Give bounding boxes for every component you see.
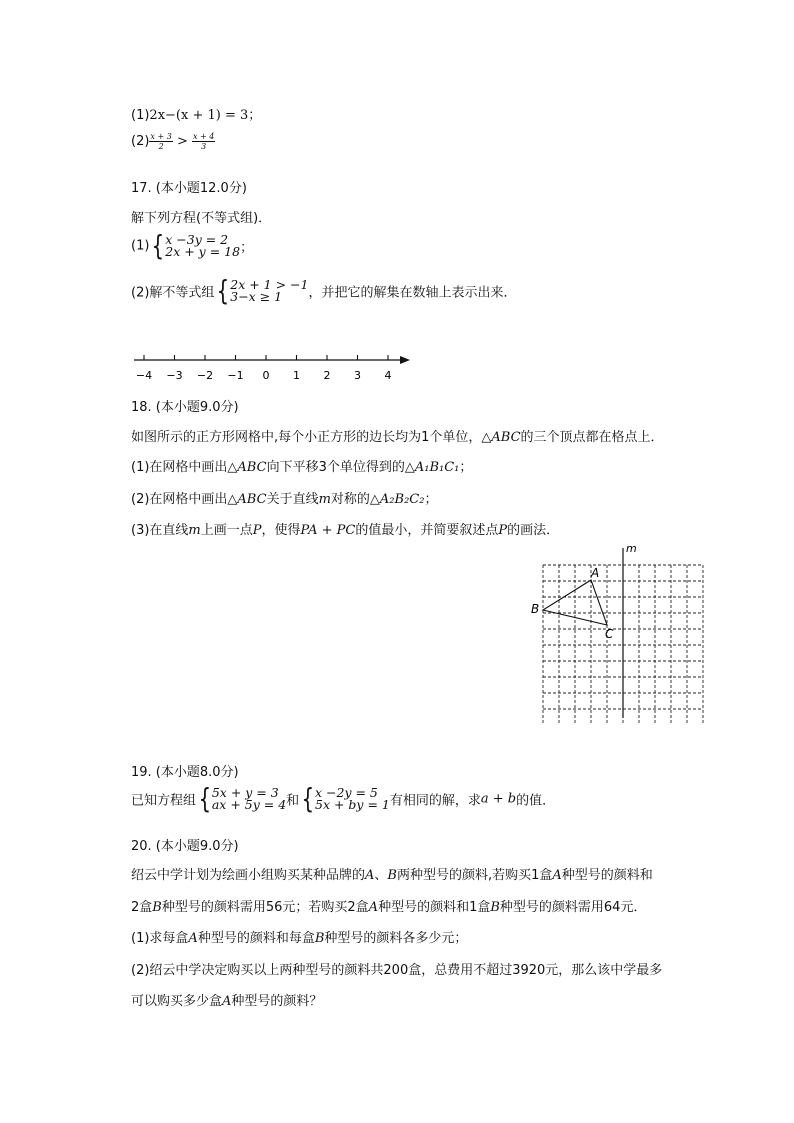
vertex-c-label: C: [605, 627, 614, 641]
p19-system-2: x −2y = 5 5x + by = 1: [315, 785, 390, 812]
number-line-tick-label: −3: [166, 369, 183, 382]
p18-q3: (3)在直线m上画一点P，使得PA + PC的值最小，并简要叙述点P的画法．: [131, 523, 560, 538]
number-line-tick-label: 4: [384, 369, 392, 382]
p17-system: x −3y = 2 2x + y = 18: [165, 232, 241, 259]
p17-intro: 解下列方程(不等式组)．: [131, 211, 272, 226]
system-brace: {: [217, 274, 230, 307]
vertex-b-label: B: [531, 602, 540, 616]
p16-item2: (2) $\frac{x + 3}{2}$ > $\frac{x + 4}{3}$: [131, 132, 215, 151]
p18-grid-figure: [525, 538, 705, 723]
p16-item1: (1)2x−(x + 1) = 3；: [131, 108, 262, 123]
p19-header: 19. (本小题8.0分): [131, 765, 239, 780]
number-line-tick-label: 3: [354, 369, 361, 382]
vertex-a-label: A: [591, 566, 600, 580]
p20-line2: 2盒B种型号的颜料需用56元；若购买2盒A种型号的颜料和1盒B种型号的颜料需用64元．: [131, 900, 647, 915]
p18-intro: 如图所示的正方形网格中,每个小正方形的边长均为1个单位，△ABC的三个顶点都在格点上．: [131, 430, 664, 445]
system-brace: {: [198, 782, 212, 815]
p17-inequality-system: 2x + 1 > −1 3−x ≥ 1: [230, 277, 309, 304]
p17-item1: (1){ x −3y = 2 2x + y = 18 ；: [131, 229, 254, 262]
p19-body: 已知方程组{ 5x + y = 3 ax + 5y = 4 和{ x −2y = 5 5x + by = 1 有相同的解，求a + b的值．: [131, 782, 556, 815]
p17-number-line: [128, 348, 418, 384]
system-brace: {: [152, 229, 165, 262]
p17-header: 17. (本小题12.0分): [131, 181, 247, 196]
p19-system-1: 5x + y = 3 ax + 5y = 4: [211, 785, 287, 812]
number-line-tick-label: −4: [135, 369, 153, 382]
p16-item1-equation: 2x−(x + 1) = 3: [149, 108, 249, 123]
p20-q2-line1: (2)绍云中学决定购买以上两种型号的颜料共200盒，总费用不超过3920元，那么该中学最多: [131, 963, 663, 978]
p18-q2: (2)在网格中画出△ABC关于直线m对称的△A₂B₂C₂；: [131, 492, 438, 507]
system-brace: {: [301, 782, 315, 815]
p18-header: 18. (本小题9.0分): [131, 400, 239, 415]
p16-fraction-right: $\frac{x + 4}{3}$: [193, 132, 215, 151]
line-m-label: m: [626, 542, 637, 555]
p20-header: 20. (本小题9.0分): [131, 839, 239, 854]
number-line-tick-label: −2: [196, 369, 214, 382]
number-line-tick-label: 2: [323, 369, 331, 382]
number-line-tick-label: −1: [227, 369, 244, 382]
number-line-tick-label: 1: [293, 369, 300, 382]
number-line-tick-label: 0: [262, 369, 270, 382]
p20-line1: 绍云中学计划为绘画小组购买某种品牌的A、B两种型号的颜料,若购买1盒A种型号的颜料和: [131, 868, 653, 883]
p20-q1: (1)求每盒A种型号的颜料和每盒B种型号的颜料各多少元；: [131, 931, 468, 946]
p20-q2-line2: 可以购买多少盒A种型号的颜料？: [131, 994, 323, 1009]
p16-fraction-left: $\frac{x + 3}{2}$: [150, 132, 172, 151]
number-line-arrow: [400, 356, 410, 364]
p17-item2: (2)解不等式组{ 2x + 1 > −1 3−x ≥ 1 ，并把它的解集在数轴上表示出来．: [131, 274, 517, 307]
p18-q1: (1)在网格中画出△ABC向下平移3个单位得到的△A₁B₁C₁；: [131, 460, 473, 475]
